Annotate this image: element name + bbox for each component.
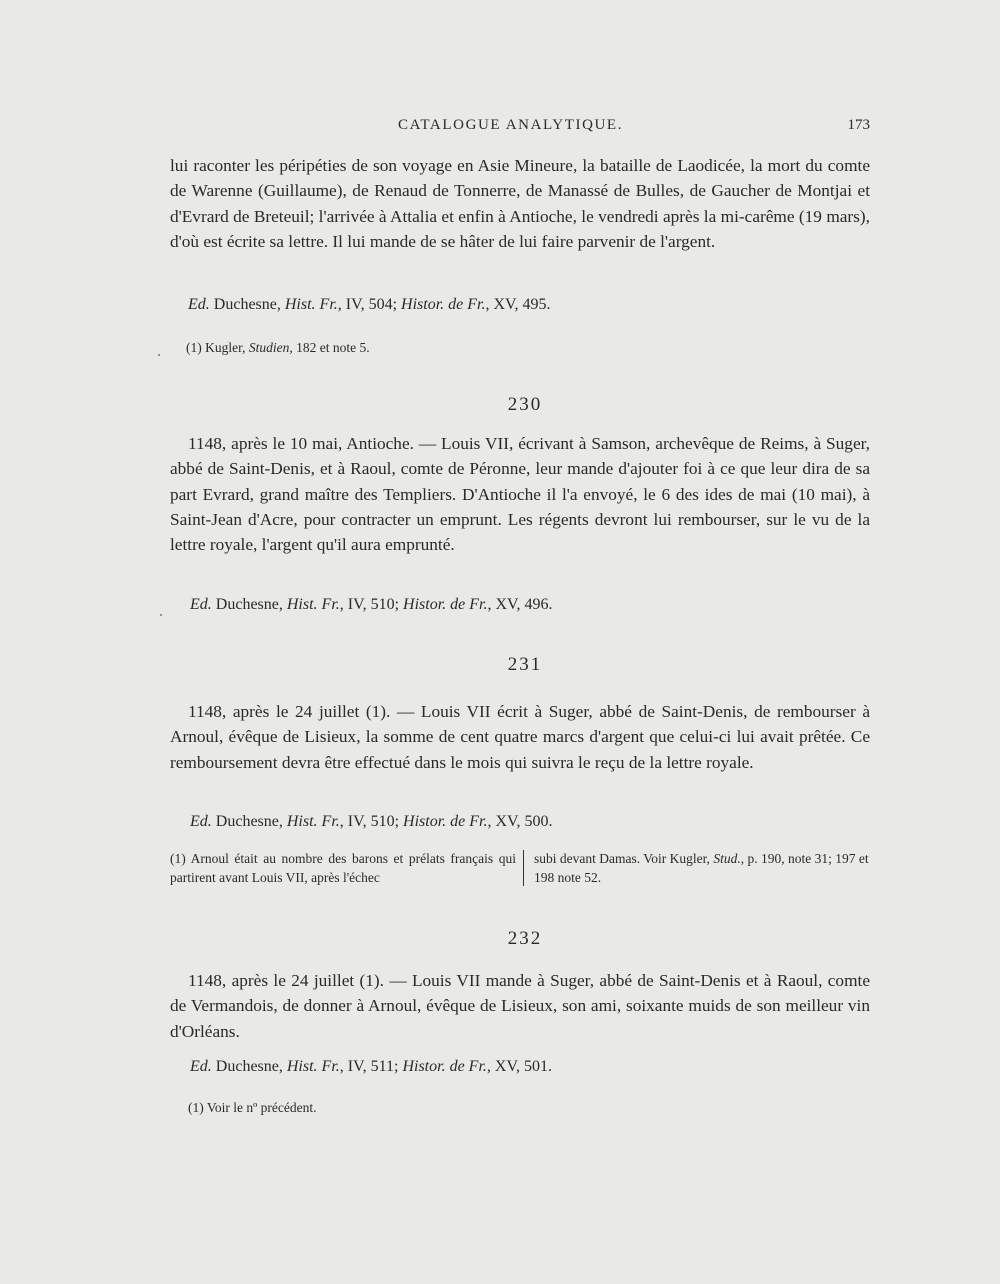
ed-author: Duchesne, xyxy=(215,1058,283,1075)
running-title: CATALOGUE ANALYTIQUE. xyxy=(398,117,624,133)
ed-work-ref: , IV, 504; xyxy=(337,296,398,313)
edition-reference xyxy=(190,1058,552,1076)
ed-author: Duchesne, xyxy=(213,296,281,313)
ed-abbrev: Ed. xyxy=(190,813,212,830)
footnote xyxy=(186,338,370,357)
running-header xyxy=(170,117,870,141)
edition-reference xyxy=(190,596,553,614)
footnote-right-column xyxy=(534,849,880,887)
footnote-column-divider xyxy=(523,850,524,886)
paper-speck xyxy=(158,354,160,356)
entry-number: 230 xyxy=(507,394,543,415)
ed-work-2-ref: , XV, 495. xyxy=(485,296,551,313)
ed-abbrev: Ed. xyxy=(190,1058,212,1075)
ed-work: Hist. Fr. xyxy=(284,296,338,313)
ed-work-2-ref: , XV, 501. xyxy=(486,1058,552,1075)
ed-work-2: Histor. de Fr. xyxy=(401,296,486,313)
ed-work-ref: , IV, 511; xyxy=(339,1058,399,1075)
ed-work-ref: , IV, 510; xyxy=(339,813,400,830)
ed-work-2-ref: , XV, 496. xyxy=(487,596,553,613)
ed-abbrev: Ed. xyxy=(188,296,210,313)
ed-work-ref: , IV, 510; xyxy=(339,596,400,613)
ed-work-2: Histor. de Fr. xyxy=(403,813,488,830)
footnote-right-text-a: subi devant Damas. Voir Kugler, xyxy=(534,851,710,866)
ed-work-2: Histor. de Fr. xyxy=(402,1058,487,1075)
edition-reference xyxy=(188,296,551,314)
ed-abbrev: Ed. xyxy=(190,596,212,613)
ed-author: Duchesne, xyxy=(215,813,283,830)
entry-number: 231 xyxy=(507,654,543,675)
ed-work-2: Histor. de Fr. xyxy=(403,596,488,613)
footnote-left-column: (1) Arnoul était au nombre des barons et prélats français qui partirent avant Louis VII, après l'échec xyxy=(170,851,516,885)
ed-work: Hist. Fr. xyxy=(286,596,340,613)
footnote-rest: 182 et note 5. xyxy=(296,340,370,355)
continuation-paragraph: lui raconter les péripéties de son voyage en Asie Mineure, la bataille de Laodicée, la mort du comte de Warenne (Guillaume), de Renaud de Tonnerre, de Manassé de Bulles, de Gaucher de Montjai et d'Evrard de Breteuil; l'arrivée à Attalia et enfin à Antioche, le vendredi après la mi-carême (19 mars), d'où est écrite sa lettre. Il lui mande de se hâter de lui faire parvenir de l'argent. xyxy=(170,156,870,251)
footnote-right-text-b: , p. 190, note 31; 197 et 198 note 52. xyxy=(534,851,869,885)
ed-work: Hist. Fr. xyxy=(286,813,340,830)
footnote-right-work: Stud. xyxy=(713,851,741,866)
paper-speck xyxy=(160,614,162,616)
ed-work-2-ref: , XV, 500. xyxy=(487,813,553,830)
footnote: (1) Voir le nº précédent. xyxy=(188,1100,317,1115)
entry-number: 232 xyxy=(507,928,543,949)
entry-paragraph: 1148, après le 24 juillet (1). — Louis VII écrit à Suger, abbé de Saint-Denis, de rembourser à Arnoul, évêque de Lisieux, la somme de cent quatre marcs d'argent que celui-ci lui avait prêtée. Ce remboursement devra être effectué dans le mois qui suivra le reçu de la lettre royale. xyxy=(170,702,870,772)
ed-work: Hist. Fr. xyxy=(286,1058,340,1075)
entry-paragraph: 1148, après le 24 juillet (1). — Louis VII mande à Suger, abbé de Saint-Denis et à Raoul, comte de Vermandois, de donner à Arnoul, évêque de Lisieux, son ami, soixante muids de son meilleur vin d'Orléans. xyxy=(170,971,870,1041)
edition-reference xyxy=(190,813,553,831)
ed-author: Duchesne, xyxy=(215,596,283,613)
page-number: 173 xyxy=(847,117,870,133)
entry-paragraph: 1148, après le 10 mai, Antioche. — Louis VII, écrivant à Samson, archevêque de Reims, à Suger, abbé de Saint-Denis, et à Raoul, comte de Péronne, leur mande d'ajouter foi à ce que leur dira de sa part Evrard, grand maître des Templiers. D'Antioche il l'a envoyé, le 6 des ides de mai (10 mai), à Saint-Jean d'Acre, pour contracter un emprunt. Les régents devront lui rembourser, sur le vu de la lettre royale, l'argent qu'il aura emprunté. xyxy=(170,434,870,555)
footnote-marker: (1) Kugler, xyxy=(186,340,246,355)
footnote-work: Studien, xyxy=(248,340,293,355)
